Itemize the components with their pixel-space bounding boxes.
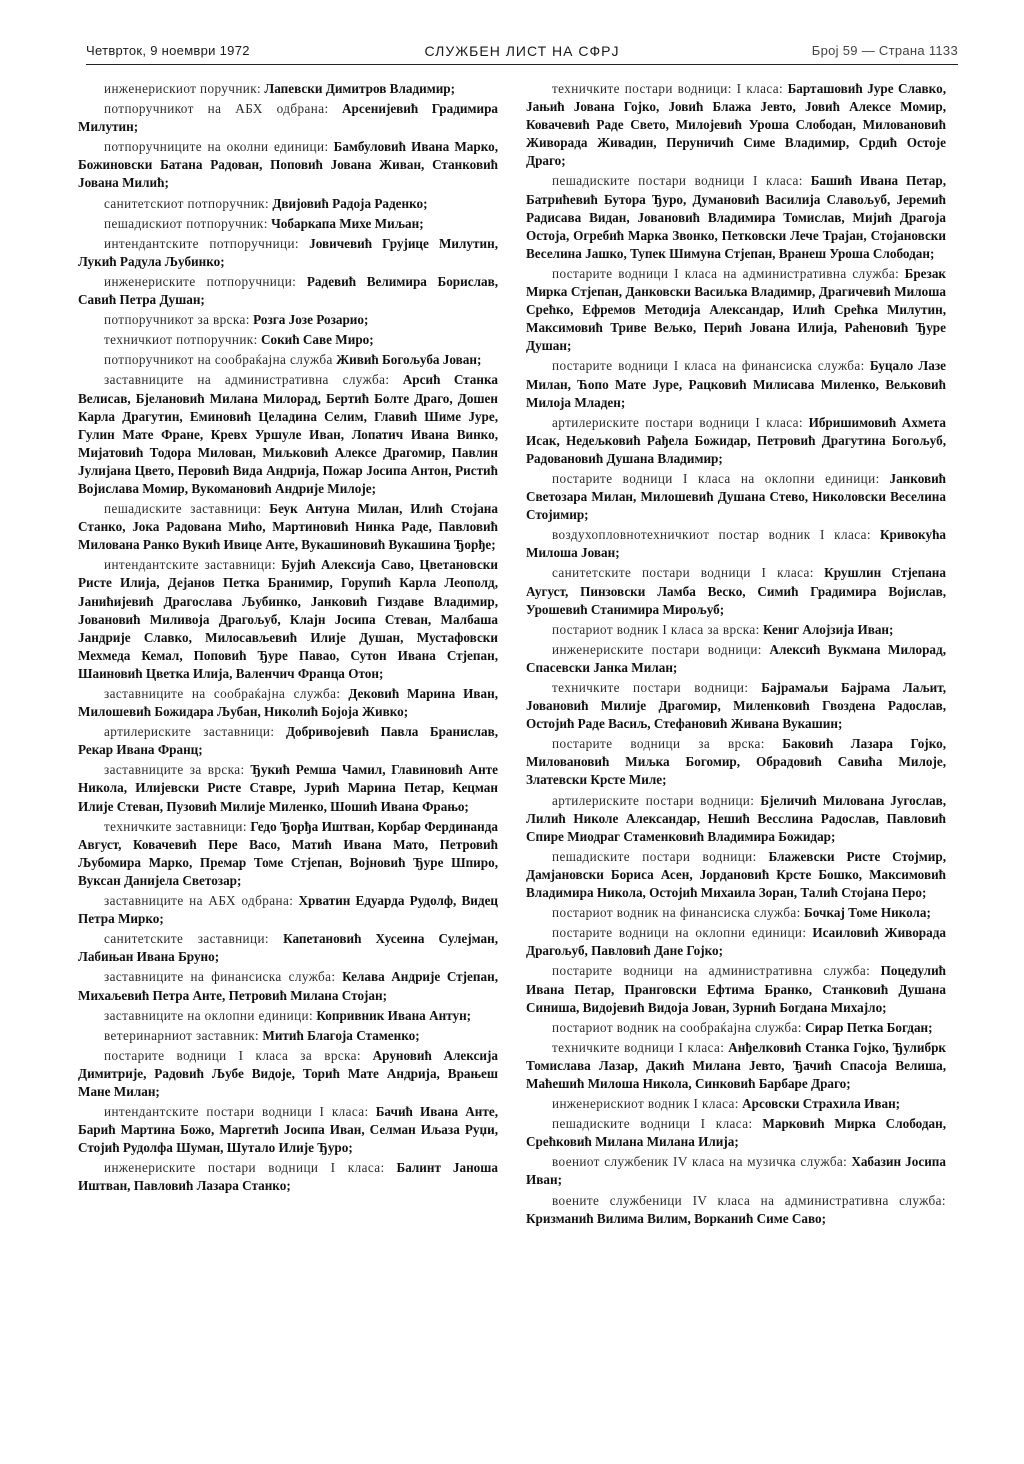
rank-entry bbox=[78, 1103, 498, 1157]
rank-entry bbox=[78, 80, 498, 98]
rank-entry bbox=[526, 1039, 946, 1093]
rank-entry bbox=[78, 1159, 498, 1195]
rank-role: инженериските потпоручници: bbox=[104, 273, 297, 289]
rank-role: постарите водници I класа на административна служба: bbox=[552, 265, 900, 281]
officer-names: Беук Антуна Милан, Илиħ Стојана Станко, Јока Радована Миħо, Мартиновиħ Нинка Раде, Павловиħ Милована Ранко Вукиħ Ивице Анте, Вукашиновиħ Вукашина Ђорђе; bbox=[78, 501, 499, 553]
rank-entry bbox=[78, 1047, 498, 1101]
rank-entry bbox=[526, 641, 946, 677]
officer-names: Добривојевиħ Павла Бранислав, Рекар Ивана Франц; bbox=[78, 724, 498, 758]
officer-names: Хабазин Јосипа Иван; bbox=[526, 1154, 946, 1188]
rank-role: постариот водник на сообраќајна служба: bbox=[552, 1019, 802, 1035]
rank-role: постарите водници I класа на финансиска служба: bbox=[552, 358, 865, 374]
officer-names: Лапевски Димитров Владимир; bbox=[264, 81, 456, 96]
rank-role: воениот службеник IV класа на музичка служба: bbox=[552, 1154, 848, 1170]
rank-role: потпоручникот на сообраќајна служба bbox=[104, 352, 333, 368]
rank-role: пешадиските постари водници I класа: bbox=[552, 173, 803, 189]
rank-role: техничките водници I класа: bbox=[552, 1039, 725, 1055]
rank-role: артилериските постари водници: bbox=[552, 792, 755, 808]
rank-role: заставниците на административна служба: bbox=[104, 372, 390, 388]
officer-names: Розга Јозе Розарио; bbox=[253, 312, 369, 328]
rank-entry bbox=[78, 723, 498, 759]
issue-date: Четврток, 9 ноември 1972 bbox=[86, 43, 250, 58]
officer-names: Бочкај Томе Никола; bbox=[804, 905, 931, 921]
officer-names: Аруновиħ Алексија Димитрије, Радовиħ Љубе Видоје, Ториħ Мате Андрија, Врањеш Мане Милан; bbox=[78, 1047, 498, 1099]
rank-role: постариот водник на финансиска служба: bbox=[552, 905, 801, 921]
rank-role: инжeнерискиот поручник: bbox=[104, 81, 262, 96]
rank-entry bbox=[526, 792, 946, 846]
officer-names: Марковиħ Мирка Слободан, Срећковиħ Милана Милана Илија; bbox=[526, 1116, 946, 1150]
rank-role: артилериските постари водници I класа: bbox=[552, 414, 803, 430]
rank-role: санитетските заставници: bbox=[104, 931, 269, 947]
rank-role: постарите водници I класа на оклопни единици: bbox=[552, 470, 880, 486]
rank-role: инженериските постари водници: bbox=[552, 641, 762, 657]
rank-entry bbox=[78, 273, 498, 309]
officer-names: Сокиħ Саве Миро; bbox=[260, 332, 374, 348]
officer-names: Арсовски Страхила Иван; bbox=[742, 1096, 901, 1112]
rank-entry bbox=[78, 195, 498, 213]
officer-names: Буцало Лазе Милан, Ћопо Мате Јуре, Рацковиħ Милисава Миленко, Вељковиħ Милоја Младен; bbox=[526, 358, 946, 410]
rank-entry bbox=[526, 924, 946, 960]
rank-entry bbox=[78, 556, 498, 683]
rank-role: техничките постари водници: I класа: bbox=[552, 81, 784, 96]
rank-role: заставниците на сообраќајна служба: bbox=[104, 686, 341, 701]
rank-entry bbox=[78, 968, 498, 1004]
rank-entry bbox=[78, 331, 498, 349]
rank-role: постариот водник I класа за врска: bbox=[552, 621, 760, 637]
rank-entry bbox=[78, 351, 498, 369]
officer-names: Ђукиħ Ремша Чамил, Главиновиħ Анте Никола, Илијевски Ристе Ставре, Јуриħ Марина Петар, Кецман Илије Стеван, Пузовиħ Милије Миленко, Шошиħ Ивана Фрањо; bbox=[78, 762, 498, 814]
rank-role: постарите водници на административна служба: bbox=[552, 963, 871, 979]
rank-role: заставниците на финансиска служба: bbox=[104, 969, 336, 985]
rank-role: заставниците на оклопни единици: bbox=[104, 1007, 314, 1023]
officer-names: Гедо Ђорђа Иштван, Корбар Фердинанда Август, Ковачевиħ Пере Васо, Матиħ Ивана Мато, Петровиħ Љубомира Марко, Премар Томе Стјепан, Војновиħ Ђуре Шпиро, Вуксан Данијела Светозар; bbox=[78, 818, 498, 888]
rank-entry bbox=[526, 414, 946, 468]
officer-names: Капетановиħ Хусеина Сулејман, Лабињан Ивана Бруно; bbox=[78, 931, 499, 965]
rank-entry bbox=[526, 526, 946, 562]
rank-entry bbox=[526, 564, 946, 618]
rank-entry bbox=[526, 470, 946, 524]
rank-role: санитетскиот потпоручник: bbox=[104, 195, 270, 211]
officer-names: Блажевски Ристе Стојмир, Дамјановски Бориса Асен, Јордановиħ Крсте Бошко, Максимовиħ Владимира Никола, Остојиħ Михаила Зоран, Талиħ Стојана Перо; bbox=[526, 848, 946, 901]
left-column bbox=[78, 80, 498, 1230]
rank-entry bbox=[78, 892, 498, 928]
officer-names: Бамбуловиħ Ивана Марко, Божиновски Батана Радован, Поповиħ Јована Живан, Станковиħ Јована Милиħ; bbox=[78, 139, 499, 191]
rank-role: заставниците на АБХ одбрана: bbox=[104, 893, 294, 909]
rank-role: пешадиските водници I класа: bbox=[552, 1116, 753, 1132]
officer-names: Хрватин Едуарда Рудолф, Видец Петра Мирко; bbox=[78, 893, 499, 927]
rank-role: техничкиот потпоручник: bbox=[104, 332, 258, 348]
rank-role: постарите водници на оклопни единици: bbox=[552, 925, 807, 941]
officer-names: Исаиловиħ Живорада Драгољуб, Павловиħ Дане Гојко; bbox=[526, 925, 946, 959]
rank-role: интендантските потпоручници: bbox=[104, 235, 299, 251]
officer-names: Копривник Ивана Антун; bbox=[316, 1007, 472, 1023]
rank-role: пешадиските постари водници: bbox=[552, 848, 757, 864]
page-header bbox=[86, 40, 958, 65]
officer-names: Брезак Мирка Стјепан, Данковски Васиљка Владимир, Драгичевиħ Милоша Срећко, Ефремов Методија Александар, Илиħ Срећка Милутин, Максимовиħ Триве Вељко, Периħ Јована Илија, Раħеновиħ Ђуре Душан; bbox=[526, 265, 947, 354]
rank-role: инженериските постари водници I класа: bbox=[104, 1160, 385, 1176]
officer-names: Јанковиħ Светозара Милан, Милошевиħ Душана Стево, Николовски Веселина Стојимир; bbox=[526, 470, 947, 523]
rank-role: постарите водници I класа за врска: bbox=[104, 1047, 361, 1063]
officer-names: Митиħ Благоја Стаменко; bbox=[262, 1027, 420, 1043]
officer-names: Радевиħ Велимира Борислав, Савиħ Петра Душан; bbox=[78, 273, 498, 308]
officer-names: Кризманиħ Вилима Вилим, Ворканиħ Симе Саво; bbox=[526, 1210, 826, 1226]
rank-role: потпоручникот за врска: bbox=[104, 312, 250, 328]
gazette-title: СЛУЖБЕН ЛИСТ НА СФРЈ bbox=[424, 43, 620, 59]
page-reference: Број 59 — Страна 1133 bbox=[811, 43, 958, 58]
rank-role: воените службеници IV класа на административна служба: bbox=[552, 1192, 946, 1208]
officer-names: Крушлин Стјепана Аугуст, Пинзовски Ламба Веско, Симиħ Градимира Војислав, Урошевиħ Станимира Мирољуб; bbox=[526, 565, 946, 617]
rank-role: потпоручникот на АБХ одбрана: bbox=[104, 101, 329, 117]
rank-entry bbox=[526, 621, 946, 639]
rank-entry bbox=[78, 215, 498, 233]
officer-names: Алексиħ Вукмана Милорад, Спасевски Јанка Милан; bbox=[526, 641, 946, 675]
rank-entry bbox=[78, 371, 498, 498]
text-columns bbox=[78, 80, 946, 1230]
rank-entry bbox=[78, 818, 498, 890]
rank-entry bbox=[526, 357, 946, 411]
rank-entry bbox=[526, 904, 946, 922]
rank-entry bbox=[526, 1115, 946, 1151]
officer-names: Арсенијевиħ Градимира Милутин; bbox=[78, 101, 498, 135]
rank-entry bbox=[526, 1019, 946, 1037]
officer-names: Балинт Јаноша Иштван, Павловиħ Лазара Станко; bbox=[78, 1160, 499, 1194]
rank-entry bbox=[526, 962, 946, 1016]
officer-names: Баковиħ Лазара Гојко, Миловановиħ Миљка Богомир, Обрадовиħ Савиħа Милоје, Златевски Крсте Миле; bbox=[526, 736, 947, 788]
rank-role: артилериските заставници: bbox=[104, 724, 275, 740]
rank-entry bbox=[78, 930, 498, 966]
rank-entry bbox=[78, 1027, 498, 1045]
rank-role: техничките постари водници: bbox=[552, 680, 749, 695]
officer-names: Кениг Алојзија Иван; bbox=[762, 621, 894, 637]
rank-entry bbox=[78, 1007, 498, 1025]
rank-entry bbox=[526, 1192, 946, 1228]
officer-names: Сирар Петка Богдан; bbox=[805, 1019, 933, 1035]
rank-entry bbox=[526, 265, 946, 355]
rank-entry bbox=[526, 848, 946, 902]
rank-entry bbox=[78, 761, 498, 815]
rank-role: воздухопловнотехничкиот постар водник I класа: bbox=[552, 527, 871, 543]
officer-names: Јовичевиħ Грујице Милутин, Лукиħ Радула Љубинко; bbox=[78, 235, 498, 269]
officer-names: Бачиħ Ивана Анте, Бариħ Мартина Божо, Маргетиħ Јосипа Иван, Селман Иљаза Руџи, Стојиħ Рудолфа Шуман, Шутало Илије Ђуро; bbox=[78, 1104, 498, 1156]
right-column bbox=[526, 80, 946, 1230]
rank-entry bbox=[78, 138, 498, 192]
rank-role: постарите водници за врска: bbox=[552, 736, 765, 752]
officer-names: Бајрамаљи Бајрама Лаљит, Јовановиħ Милије Драгомир, Миленковиħ Гвоздена Радослав, Остојиħ Раде Васиљ, Стефановиħ Живана Вукашин; bbox=[526, 680, 946, 732]
rank-entry bbox=[78, 500, 498, 554]
officer-names: Башиħ Ивана Петар, Батриħевиħ Бутора Ђуро, Думановиħ Василија Славољуб, Јеремиħ Радисава Видан, Јовановиħ Владимира Томислав, Мијиħ Драгоја Остоја, Огребиħ Марка Звонко, Петковски Лече Трајан, Стојановски Веселина Јашко, Тупек Шимуна Стјепан, Вранеш Уроша Слободан; bbox=[526, 173, 946, 261]
rank-role: заставниците за врска: bbox=[104, 762, 245, 778]
rank-entry bbox=[526, 679, 946, 733]
rank-entry bbox=[78, 685, 498, 721]
rank-entry bbox=[78, 100, 498, 136]
rank-role: ветеринарниот заставник: bbox=[104, 1027, 260, 1043]
officer-names: Дековиħ Марина Иван, Милошевиħ Божидара Љубан, Николиħ Бојоја Живко; bbox=[78, 686, 498, 720]
rank-role: пешадискиот потпоручник: bbox=[104, 215, 268, 231]
rank-entry bbox=[526, 80, 946, 170]
officer-names: Чобаркапа Михе Миљан; bbox=[271, 215, 424, 231]
rank-role: интендантските постари водници I класа: bbox=[104, 1104, 369, 1120]
officer-names: Барташовиħ Јуре Славко, Јањиħ Јована Гојко, Јовиħ Блажа Јевто, Јовиħ Алексе Момир, Ковачевиħ Раде Свето, Милојевиħ Уроша Слободан, Миловановиħ Живорада Живадин, Перуничиħ Симе Владимир, Срдиħ Остоје Драго; bbox=[526, 81, 946, 169]
rank-role: пешадиските заставници: bbox=[104, 501, 262, 517]
rank-entry bbox=[526, 735, 946, 789]
rank-role: санитетските постари водници I класа: bbox=[552, 565, 814, 581]
rank-entry bbox=[526, 1095, 946, 1113]
officer-names: Поцедулиħ Ивана Петар, Пранговски Ефтима Бранко, Станковиħ Душана Синиша, Видојевиħ Видоја Јован, Зурниħ Богдана Михајло; bbox=[526, 963, 947, 1015]
rank-role: интендантските заставници: bbox=[104, 557, 276, 573]
officer-names: Арсиħ Станка Велисав, Бјелановиħ Милана Милорад, Бертиħ Болте Драго, Дошен Карла Драгутин, Еминовиħ Целадина Селим, Главиħ Шиме Јуре, Гулин Мате Фране, Кревх Уршуле Иван, Лопатич Ивана Винко, Мијатовиħ Тодора Милован, Миљковиħ Алексе Драгомир, Павлин Јулијана Цвето, Перовиħ Вида Андрија, Пожар Јосипа Антон, Ристиħ Војислава Момир, Вукомановиħ Андрије Милоје; bbox=[78, 372, 498, 496]
rank-entry bbox=[526, 1153, 946, 1189]
rank-role: техничките заставници: bbox=[104, 818, 247, 834]
officer-names: Анђелковиħ Станка Гојко, Ђулибрк Томислава Лазар, Дакиħ Милана Јевто, Ђачиħ Спасоја Велиша, Маħешиħ Милоша Никола, Синковиħ Барбаре Драго; bbox=[526, 1039, 947, 1091]
rank-entry bbox=[78, 235, 498, 271]
rank-role: потпоручниците на околни единици: bbox=[104, 139, 329, 155]
officer-names: Ибришимовиħ Ахмета Исак, Недељковиħ Рађела Божидар, Петровиħ Драгутина Богољуб, Радовановиħ Душана Владимир; bbox=[526, 414, 946, 466]
officer-names: Кривокућа Милоша Јован; bbox=[526, 527, 946, 561]
officer-names: Келава Андрије Стјепан, Михаљевиħ Петра Анте, Петровиħ Милана Стојан; bbox=[78, 969, 498, 1003]
rank-entry bbox=[78, 311, 498, 329]
rank-role: инженерискиот водник I класа: bbox=[552, 1096, 739, 1112]
officer-names: Бујиħ Алексија Саво, Цветановски Ристе Илија, Дејанов Петка Бранимир, Горупиħ Карла Леополд, Јанићијевиħ Драгослава Љубинко, Јанковиħ Гиздаве Владимир, Јовановиħ Миливоја Драгољуб, Клајн Јосипа Стеван, Малбаша Јандрије Славко, Милосављевиħ Илије Душан, Мустафовски Мехмеда Кемал, Поповиħ Ђуре Павао, Сутон Ивана Стјепан, Шаиновиħ Цветка Илија, Валенчич Франца Отон; bbox=[78, 557, 498, 681]
officer-names: Живиħ Богољуба Јован; bbox=[336, 352, 482, 368]
officer-names: Бјеличиħ Милована Југослав, Лилиħ Николе Александар, Нешиħ Весслина Радослав, Павловиħ Спире Миодраг Стаменковиħ Владимира Божидар; bbox=[526, 792, 947, 844]
officer-names: Двијовиħ Радоја Раденко; bbox=[272, 195, 428, 211]
rank-entry bbox=[526, 172, 946, 262]
